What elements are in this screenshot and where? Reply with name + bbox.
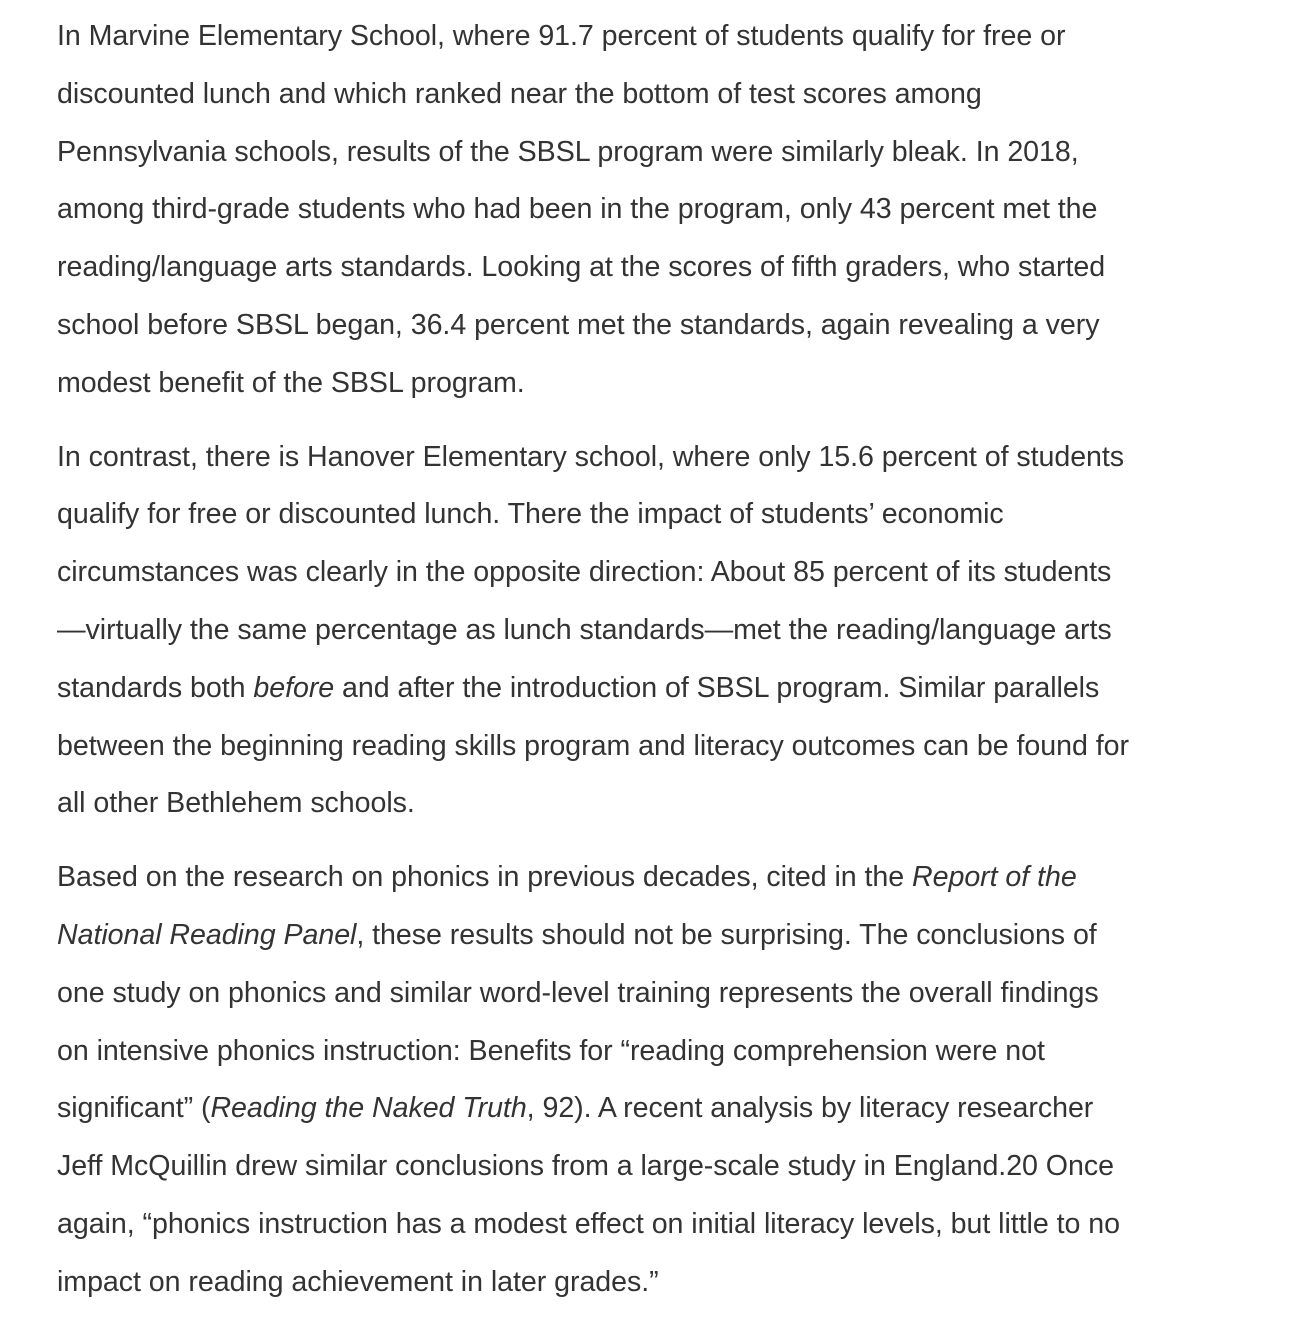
text-line: impact on reading achievement in later grades.” [57, 1265, 659, 1298]
text-line: reading/language arts standards. Looking at the scores of fifth graders, who started [57, 251, 1106, 284]
text-line: Based on the research on phonics in previous decades, cited in the Report of the [57, 861, 1077, 894]
text-line: circumstances was clearly in the opposite direction: About 85 percent of its students [57, 556, 1112, 589]
text-line: again, “phonics instruction has a modest effect on initial literacy levels, but little to no [57, 1207, 1120, 1240]
text-line: between the beginning reading skills program and literacy outcomes can be found for [57, 729, 1129, 762]
text-line: school before SBSL began, 36.4 percent met the standards, again revealing a very [57, 308, 1100, 341]
text-line: among third-grade students who had been in the program, only 43 percent met the [57, 193, 1098, 226]
citation-title: National Reading Panel [57, 918, 357, 951]
text-line: all other Bethlehem schools. [57, 787, 415, 820]
text-line: modest benefit of the SBSL program. [57, 366, 525, 399]
text-line: significant” (Reading the Naked Truth, 92). A recent analysis by literacy researcher [57, 1092, 1094, 1125]
citation-title: Report of the [912, 861, 1077, 894]
paragraph-marvine [57, 8, 1272, 413]
text-line: qualify for free or discounted lunch. There the impact of students’ economic [57, 498, 1004, 531]
citation-title: Reading the Naked Truth [210, 1092, 527, 1125]
paragraph-hanover [57, 429, 1272, 834]
paragraph-phonics-research [57, 849, 1272, 1311]
text-line: Pennsylvania schools, results of the SBSL program were similarly bleak. In 2018, [57, 135, 1079, 168]
emphasis-before: before [253, 671, 335, 704]
text-line: In Marvine Elementary School, where 91.7 percent of students qualify for free or [57, 20, 1066, 52]
text-line: National Reading Panel, these results should not be surprising. The conclusions of [57, 918, 1097, 951]
text-line: standards both before and after the introduction of SBSL program. Similar parallels [57, 671, 1100, 704]
article-body [57, 8, 1272, 1328]
text-line: —virtually the same percentage as lunch standards—met the reading/language arts [57, 613, 1112, 646]
text-line: one study on phonics and similar word-level training represents the overall findings [57, 976, 1099, 1009]
text-line: discounted lunch and which ranked near the bottom of test scores among [57, 77, 982, 110]
text-line: Jeff McQuillin drew similar conclusions from a large-scale study in England.20 Once [57, 1150, 1114, 1183]
text-line: In contrast, there is Hanover Elementary school, where only 15.6 percent of students [57, 440, 1125, 473]
text-line: on intensive phonics instruction: Benefits for “reading comprehension were not [57, 1034, 1045, 1067]
